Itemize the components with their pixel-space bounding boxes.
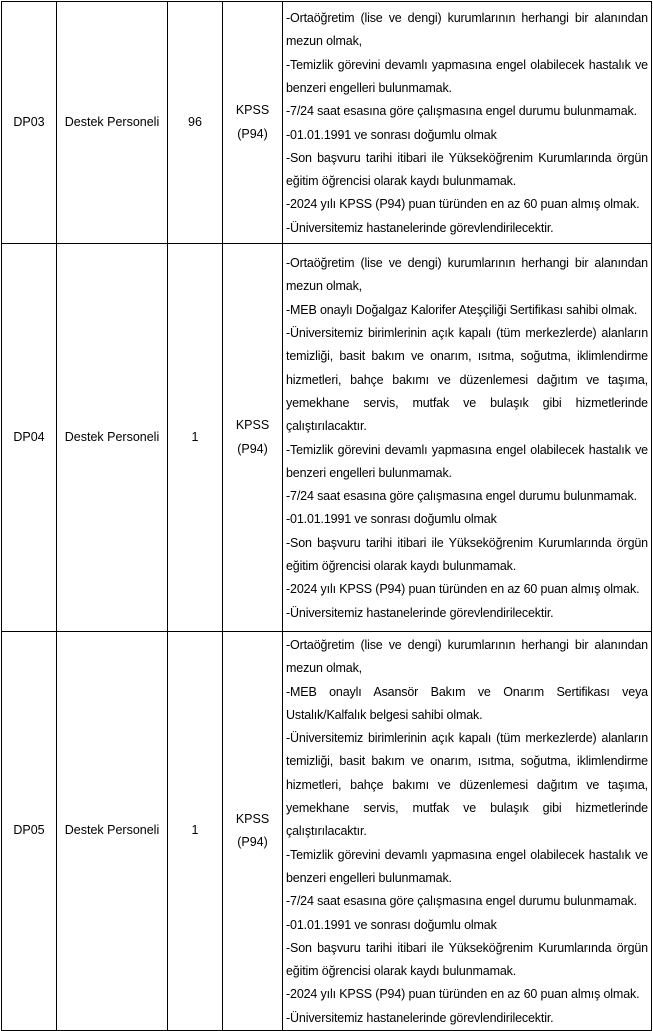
- requirement-item: -Üniversitemiz birimlerinin açık kapalı (tüm merkezlerde) alanların temizliği, basit bakım ve onarım, ısıtma, soğutma, iklimlendirme hizmetleri, bahçe bakımı ve düzenlemesi dağıtım ve taşıma, yemekhane servis, mutfak ve bulaşık gibi hizmetlerinde çalıştırılacaktır.: [286, 326, 648, 434]
- requirement-item: -Üniversitemiz hastanelerinde görevlendirilecektir.: [286, 220, 554, 235]
- requirement-item: -Üniversitemiz hastanelerinde görevlendirilecektir.: [286, 605, 554, 620]
- position-code: DP05: [2, 632, 57, 1031]
- exam-type: [223, 2, 283, 244]
- requirement-item: -Son başvuru tarihi itibari ile Yükseköğrenim Kurumlarında örgün eğitim öğrencisi olarak kaydı bulunmamak.: [286, 535, 648, 573]
- requirements-cell: [283, 632, 652, 1031]
- requirement-item: -Son başvuru tarihi itibari ile Yükseköğrenim Kurumlarında örgün eğitim öğrencisi olarak kaydı bulunmamak.: [286, 940, 648, 979]
- requirement-item: -Ortaöğretim (lise ve dengi) kurumlarının herhangi bir alanından mezun olmak,: [286, 638, 648, 676]
- table-row: [2, 244, 652, 632]
- requirement-item: -MEB onaylı Doğalgaz Kalorifer Ateşçiliği Sertifikası sahibi olmak.: [286, 302, 638, 317]
- positions-table: [1, 1, 652, 1031]
- exam-type: [223, 244, 283, 632]
- position-title: Destek Personeli: [57, 632, 168, 1031]
- requirement-item: -Ortaöğretim (lise ve dengi) kurumlarının herhangi bir alanından mezun olmak,: [286, 256, 648, 294]
- position-title: Destek Personeli: [57, 2, 168, 244]
- table-row: [2, 2, 652, 244]
- requirement-item: -01.01.1991 ve sonrası doğumlu olmak: [286, 127, 497, 142]
- exam-score-type: (P94): [237, 126, 268, 141]
- position-count: 96: [168, 2, 223, 244]
- requirement-item: -2024 yılı KPSS (P94) puan türünden en az 60 puan almış olmak.: [286, 197, 640, 212]
- requirement-item: -Temizlik görevini devamlı yapmasına engel olabilecek hastalık ve benzeri engelleri bulunmamak.: [286, 847, 648, 885]
- requirement-item: -01.01.1991 ve sonrası doğumlu olmak: [286, 512, 497, 527]
- requirement-item: -2024 yılı KPSS (P94) puan türünden en az 60 puan almış olmak.: [286, 987, 640, 1002]
- exam-score-type: (P94): [237, 835, 268, 850]
- requirement-item: -7/24 saat esasına göre çalışmasına engel durumu bulunmamak.: [286, 104, 637, 119]
- requirements-cell: [283, 244, 652, 632]
- requirement-item: -Üniversitemiz hastanelerinde görevlendirilecektir.: [286, 1010, 554, 1025]
- table-row: [2, 632, 652, 1031]
- position-title: Destek Personeli: [57, 244, 168, 632]
- requirements-cell: [283, 2, 652, 244]
- requirement-item: -Temizlik görevini devamlı yapmasına engel olabilecek hastalık ve benzeri engelleri bulunmamak.: [286, 57, 648, 95]
- requirement-item: -MEB onaylı Asansör Bakım ve Onarım Sertifikası veya Ustalık/Kalfalık belgesi sahibi olmak.: [286, 684, 648, 722]
- requirement-item: -Üniversitemiz birimlerinin açık kapalı (tüm merkezlerde) alanların temizliği, basit bakım ve onarım, ısıtma, soğutma, iklimlendirme hizmetleri, bahçe bakımı ve düzenlemesi dağıtım ve taşıma, yemekhane servis, mutfak ve bulaşık gibi hizmetlerinde çalıştırılacaktır.: [286, 731, 648, 839]
- requirement-item: -Son başvuru tarihi itibari ile Yükseköğrenim Kurumlarında örgün eğitim öğrencisi olarak kaydı bulunmamak.: [286, 150, 648, 189]
- requirement-item: -7/24 saat esasına göre çalışmasına engel durumu bulunmamak.: [286, 894, 637, 909]
- position-code: DP04: [2, 244, 57, 632]
- requirement-item: -7/24 saat esasına göre çalışmasına engel durumu bulunmamak.: [286, 489, 637, 504]
- exam-score-type: (P94): [237, 441, 268, 456]
- exam-name: KPSS: [235, 418, 270, 433]
- exam-name: KPSS: [235, 103, 270, 118]
- requirement-item: -Temizlik görevini devamlı yapmasına engel olabilecek hastalık ve benzeri engelleri bulunmamak.: [286, 442, 648, 480]
- requirement-item: -Ortaöğretim (lise ve dengi) kurumlarının herhangi bir alanından mezun olmak,: [286, 11, 648, 49]
- position-count: 1: [168, 632, 223, 1031]
- exam-type: [223, 632, 283, 1031]
- position-code: DP03: [2, 2, 57, 244]
- requirement-item: -01.01.1991 ve sonrası doğumlu olmak: [286, 917, 497, 932]
- requirement-item: -2024 yılı KPSS (P94) puan türünden en az 60 puan almış olmak.: [286, 582, 640, 597]
- position-count: 1: [168, 244, 223, 632]
- exam-name: KPSS: [235, 811, 270, 826]
